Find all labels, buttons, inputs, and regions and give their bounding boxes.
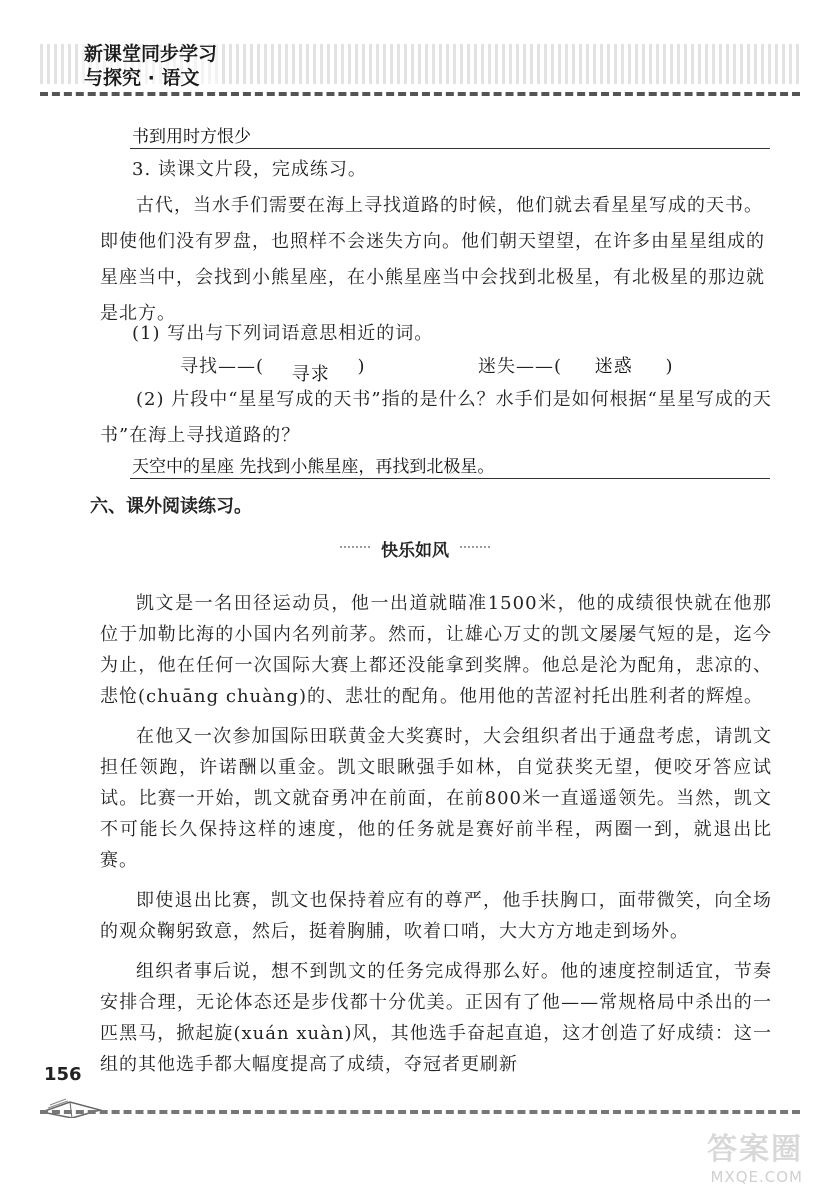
header-dashed-rule [40, 92, 800, 96]
pair2-word: 迷失——( [478, 356, 563, 377]
q3-sub1: (1) 写出与下列词语意思相近的词。 [132, 323, 434, 344]
answer-line-2 [130, 478, 770, 479]
pair1-answer: 寻求 [291, 364, 330, 385]
section-6-heading: 六、课外阅读练习。 [90, 496, 252, 517]
synonym-pair-2 [478, 352, 674, 382]
synonym-pair-1 [180, 352, 366, 385]
page-header [40, 38, 800, 98]
pair1-close: ) [357, 356, 366, 377]
q3-title: 3. 读课文片段，完成练习。 [132, 159, 367, 180]
q3-sub2: (2) 片段中“星星写成的天书”指的是什么？水手们是如何根据“星星写成的天书”在海上寻找道路的？ [100, 389, 772, 446]
pair2-answer: 迷惑 [594, 356, 633, 377]
pair2-close: ) [665, 356, 674, 377]
footer-dashed-rule [40, 1110, 800, 1114]
page-number: 156 [44, 1064, 82, 1085]
story-body [100, 588, 772, 1089]
book-icon [40, 1092, 110, 1118]
book-title [80, 42, 221, 90]
story-para-4: 组织者事后说，想不到凯文的任务完成得那么好。他的速度控制适宜，节奏安排合理，无论体态还是步伐都十分优美。正因有了他——常规格局中杀出的一匹黑马，掀起旋(xuán xuàn)风，其他选手奋起直追，这才创造了好成绩：这一组的其他选手都大幅度提高了成绩，夺冠者更刷新 [100, 961, 772, 1075]
book-title-line2: 与探究 · 语文 [84, 67, 200, 89]
story-para-1: 凯文是一名田径运动员，他一出道就瞄准1500米，他的成绩很快就在他那位于加勒比海的小国内名列前茅。然而，让雄心万丈的凯文屡屡气短的是，迄今为止，他在任何一次国际大赛上都还没能拿到奖牌。他总是沦为配角，悲凉的、悲怆(chuāng chuàng)的、悲壮的配角。他用他的苦涩衬托出胜利者的辉煌。 [100, 593, 772, 707]
watermark-line1: 答案圈 [707, 1132, 803, 1167]
watermark-line2: MXQE.COM [710, 1168, 803, 1186]
q3-sub2-answer: 天空中的星座 先找到小熊星座，再找到北极星。 [132, 457, 495, 477]
story-para-3: 即使退出比赛，凯文也保持着应有的尊严，他手扶胸口，面带微笑，向全场的观众鞠躬致意，然后，挺着胸脯，吹着口哨，大大方方地走到场外。 [100, 890, 772, 942]
story-para-2: 在他又一次参加国际田联黄金大奖赛时，大会组织者出于通盘考虑，请凯文担任领跑，许诺酬以重金。凯文眼瞅强手如林，自觉获奖无望，便咬牙答应试试。比赛一开始，凯文就奋勇冲在前面，在前800米一直遥遥领先。当然，凯文不可能长久保持这样的速度，他的任务就是赛好前半程，两圈一到，就退出比赛。 [100, 726, 772, 871]
story-title: 快乐如风 [350, 536, 480, 561]
book-title-line1: 新课堂同步学习 [84, 43, 218, 65]
previous-answer: 书到用时方恨少 [132, 127, 251, 147]
pair1-word: 寻找——( [180, 356, 265, 377]
q3-passage: 古代，当水手们需要在海上寻找道路的时候，他们就去看星星写成的天书。即使他们没有罗盘，也照样不会迷失方向。他们朝天望望，在许多由星星组成的星座当中，会找到小熊星座，在小熊星座当中会找到北极星，有北极星的那边就是北方。 [100, 195, 765, 324]
answer-line [130, 148, 770, 149]
watermark [707, 1124, 803, 1186]
